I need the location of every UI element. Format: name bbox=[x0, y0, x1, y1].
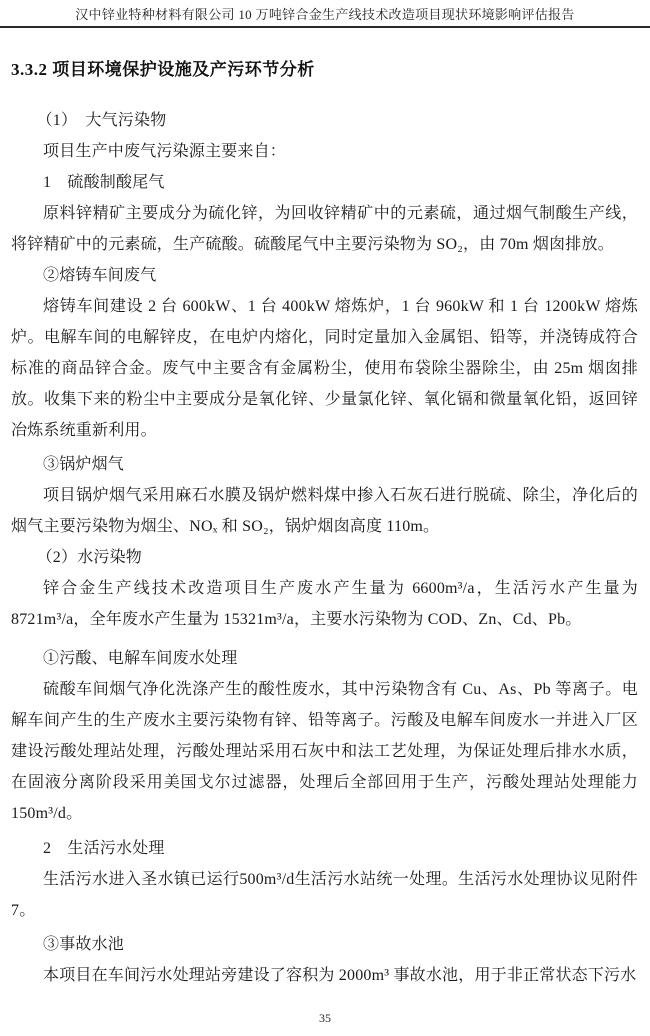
running-header: 汉中锌业特种材料有限公司 10 万吨锌合金生产线技术改造项目现状环境影响评估报告 bbox=[75, 7, 575, 22]
paragraph-casting-workshop-gas: 熔铸车间建设 2 台 600kW、1 台 400kW 熔炼炉，1 台 960kW 和 1 台 1200kW 熔炼炉。电解车间的电解锌皮，在电炉内熔化，同时定量加入金属铝、铅等，并浇铸成符合标准的商品锌合金。废气中主要含有金属粉尘，使用布袋除尘器除尘，由 25m 烟囱排放。收集下来的粉尘中主要成分是氧化锌、少量氯化锌、氧化镉和微量氧化铅，返回锌冶炼系统重新利用。 bbox=[11, 298, 638, 439]
paragraph-acid-wastewater: 硫酸车间烟气净化洗涤产生的酸性废水，其中污染物含有 Cu、As、Pb 等离子。电解车间产生的生产废水主要污染物有锌、铅等离子。污酸及电解车间废水一并进入厂区建设污酸处理站处理，污酸处理站采用石灰中和法工艺处理，为保证处理后排水水质，在固液分离阶段采用美国戈尔过滤器，处理后全部回用于生产，污酸处理站处理能力150m³/d。 bbox=[11, 681, 638, 822]
page-content bbox=[0, 55, 650, 991]
paragraph-boiler-flue-gas: 项目锅炉烟气采用麻石水膜及锅炉燃料煤中掺入石灰石进行脱硫、除尘，净化后的烟气主要污染物为烟尘、NOₓ 和 SO₂，锅炉烟囱高度 110m。 bbox=[11, 487, 638, 535]
subhead-boiler-flue-gas: ③锅炉烟气 bbox=[43, 456, 125, 473]
subhead-acid-wastewater: ①污酸、电解车间废水处理 bbox=[43, 650, 238, 667]
paragraph-acid-tail-gas: 原料锌精矿主要成分为硫化锌，为回收锌精矿中的元素硫，通过烟气制酸生产线，将锌精矿中的元素硫，生产硫酸。硫酸尾气中主要污染物为 SO₂，由 70m 烟囱排放。 bbox=[11, 205, 638, 253]
paragraph-accident-pool: 本项目在车间污水处理站旁建设了容积为 2000m³ 事故水池，用于非正常状态下污水 bbox=[43, 967, 637, 984]
paragraph-domestic-sewage: 生活污水进入圣水镇已运行500m³/d生活污水站统一处理。生活污水处理协议见附件7。 bbox=[11, 871, 638, 919]
paragraph-waste-gas-sources: 项目生产中废气污染源主要来自： bbox=[43, 143, 287, 160]
subsection-water-pollutants: （2）水污染物 bbox=[36, 549, 142, 566]
header-rule bbox=[0, 26, 650, 28]
paragraph-wastewater-volumes: 锌合金生产线技术改造项目生产废水产生量为 6600m³/a，生活污水产生量为 8721m³/a，全年废水产生量为 15321m³/a，主要水污染物为 COD、Zn、Cd、Pb。 bbox=[11, 580, 643, 628]
subsection-air-pollutants: （1） 大气污染物 bbox=[36, 112, 167, 129]
subhead-acid-tail-gas: 1 硫酸制酸尾气 bbox=[43, 174, 165, 191]
page-number: 35 bbox=[319, 1011, 331, 1025]
subhead-casting-workshop-gas: ②熔铸车间废气 bbox=[43, 267, 157, 284]
subhead-accident-pool: ③事故水池 bbox=[43, 936, 125, 953]
subhead-domestic-sewage: 2 生活污水处理 bbox=[43, 840, 165, 857]
section-heading: 3.3.2 项目环境保护设施及产污环节分析 bbox=[11, 60, 315, 79]
